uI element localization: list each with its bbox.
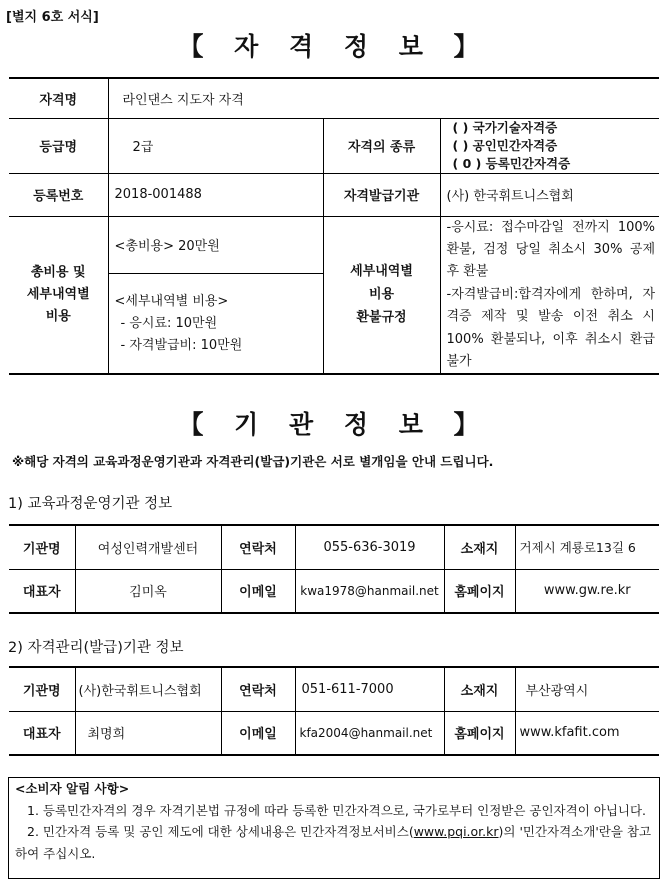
type-option-national: ( ) 국가기술자격증 [452, 119, 558, 135]
issue-contact-value: 051-611-7000 [295, 667, 444, 711]
issue-org-row-1 [9, 667, 659, 711]
qualification-table [9, 77, 659, 375]
edu-email-label: 이메일 [221, 569, 295, 613]
edu-homepage-value: www.gw.re.kr [515, 569, 659, 613]
total-cost: <총비용> 20만원 [108, 216, 323, 274]
refund-policy [440, 216, 659, 374]
consumer-notice-box [8, 777, 660, 879]
qual-name-value: 라인댄스 지도자 자격 [108, 78, 659, 118]
consumer-notice-item-2-suffix: )의 '민간자격소개'란을 참고하여 주십시오. [15, 824, 652, 861]
issuer-label: 자격발급기관 [323, 173, 440, 216]
refund-label-line-1: 세부내역별 [350, 264, 413, 280]
qual-row-reg [9, 173, 659, 216]
edu-contact-value: 055-636-3019 [295, 525, 444, 569]
cost-label-line-3: 비용 [45, 308, 71, 324]
issue-org-table [9, 666, 659, 756]
edu-rep-label: 대표자 [9, 569, 75, 613]
type-options [440, 118, 659, 173]
issue-contact-label: 연락처 [221, 667, 295, 711]
consumer-notice-item-2-prefix: 2. 민간자격 등록 및 공인 제도에 대한 상세내용은 민간자격정보서비스( [27, 824, 414, 839]
grade-label: 등급명 [9, 118, 108, 173]
detail-cost-issue: - 자격발급비: 10만원 [120, 337, 243, 353]
edu-homepage-label: 홈페이지 [444, 569, 515, 613]
edu-org-row-1 [9, 525, 659, 569]
consumer-notice-title: <소비자 알림 사항> [15, 781, 130, 796]
pqi-link[interactable]: www.pqi.or.kr [413, 824, 499, 839]
qual-name-label: 자격명 [9, 78, 108, 118]
refund-policy-issue: -자격발급비:합격자에게 한하며, 자격증 제작 및 발송 이전 취소 시 100% 환불되나, 이후 취소시 환급 불가 [446, 286, 655, 369]
issue-org-name-value: (사)한국휘트니스협회 [75, 667, 221, 711]
type-option-certified: ( ) 공인민간자격증 [452, 137, 558, 153]
reg-label: 등록번호 [9, 173, 108, 216]
consumer-notice-item-2 [15, 821, 653, 864]
edu-email-value: kwa1978@hanmail.net [295, 569, 444, 613]
edu-org-row-2 [9, 569, 659, 613]
qual-row-grade [9, 118, 659, 173]
issue-homepage-label: 홈페이지 [444, 711, 515, 755]
cost-label-line-2: 세부내역별 [26, 286, 90, 302]
edu-org-name-value: 여성인력개발센터 [75, 525, 221, 569]
issue-location-label: 소재지 [444, 667, 515, 711]
issue-org-section-title: 2) 자격관리(발급)기관 정보 [8, 640, 184, 656]
refund-label-line-2: 비용 [368, 287, 395, 303]
detail-cost [108, 274, 323, 375]
edu-org-section-title: 1) 교육과정운영기관 정보 [8, 496, 173, 512]
issue-org-row-2 [9, 711, 659, 755]
institution-title: 【 기 관 정 보 】 [178, 410, 490, 439]
detail-cost-title: <세부내역별 비용> [114, 293, 229, 309]
type-option-registered: ( 0 ) 등록민간자격증 [452, 155, 571, 171]
issue-org-name-label: 기관명 [9, 667, 75, 711]
qualification-title: 【 자 격 정 보 】 [178, 32, 490, 61]
issue-homepage-value: www.kfafit.com [515, 711, 659, 755]
detail-cost-exam: - 응시료: 10만원 [120, 315, 218, 331]
separate-org-notice: ※해당 자격의 교육과정운영기관과 자격관리(발급)기관은 서로 별개임을 안내 드립니다. [12, 454, 494, 469]
qual-row-cost [9, 216, 659, 274]
refund-label [323, 216, 440, 374]
edu-location-label: 소재지 [444, 525, 515, 569]
issue-email-label: 이메일 [221, 711, 295, 755]
type-label: 자격의 종류 [323, 118, 440, 173]
issue-location-value: 부산광역시 [515, 667, 659, 711]
consumer-notice-item-1: 1. 등록민간자격의 경우 자격기본법 규정에 따라 등록한 민간자격으로, 국가로부터 인정받은 공인자격이 아닙니다. [27, 802, 647, 818]
edu-contact-label: 연락처 [221, 525, 295, 569]
edu-org-name-label: 기관명 [9, 525, 75, 569]
cost-label-line-1: 총비용 및 [30, 264, 86, 280]
refund-policy-exam: -응시료: 접수마감일 전까지 100% 환불, 검정 당일 취소시 30% 공제 후 환불 [446, 219, 655, 280]
issue-rep-label: 대표자 [9, 711, 75, 755]
edu-rep-value: 김미옥 [75, 569, 221, 613]
form-label: [별지 6호 서식] [6, 10, 99, 25]
refund-label-line-3: 환불규정 [356, 310, 407, 326]
issue-rep-value: 최명희 [75, 711, 221, 755]
qual-row-name [9, 78, 659, 118]
cost-label [9, 216, 108, 374]
issue-email-value: kfa2004@hanmail.net [295, 711, 444, 755]
issuer-value: (사) 한국휘트니스협회 [440, 173, 659, 216]
grade-value: 2급 [108, 118, 323, 173]
reg-value: 2018-001488 [108, 173, 323, 216]
edu-location-value: 거제시 계룡로13길 6 [515, 525, 659, 569]
edu-org-table [9, 524, 659, 614]
